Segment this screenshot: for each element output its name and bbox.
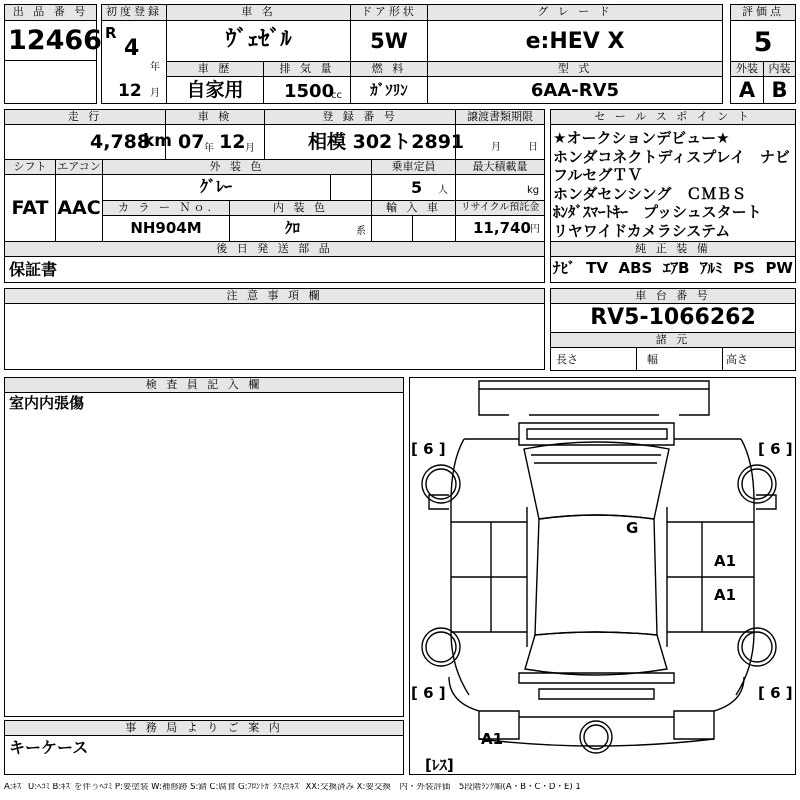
later-parts: 保証書 [9, 260, 58, 279]
inspector-label: 検 査 員 記 入 欄 [4, 377, 404, 393]
transfer-deadline-label: 譲渡書類期限 [455, 109, 545, 125]
registration-month: 12 [118, 81, 142, 101]
inspector-cell [4, 392, 404, 717]
max-load-unit: kg [527, 185, 540, 196]
chassis-label: 車 台 番 号 [550, 288, 796, 304]
import-divider [412, 215, 413, 242]
year-unit: 年 [150, 62, 160, 73]
recycle-unit: 円 [530, 224, 540, 235]
exterior-label: 外装 [730, 61, 764, 77]
mileage-label: 走 行 [4, 109, 166, 125]
equipment-tv: TV [586, 259, 608, 277]
dimensions-label: 諸 元 [550, 332, 796, 348]
exterior-grade: A [738, 78, 756, 102]
first-registration-label: 初度登録 [101, 4, 167, 21]
inspection-label: 車 検 [165, 109, 265, 125]
lot-number-divider [4, 60, 97, 61]
model-code: 6AA-RV5 [530, 80, 620, 101]
import-cell [371, 215, 456, 242]
color-number: NH904M [130, 219, 202, 237]
equipment-pw: PW [765, 259, 793, 277]
legend: A:ｷｽﾞ U:ﾍｺﾐ B:ｷｽﾞを伴うﾍｺﾐ P:要塗装 W:補修跡 S:錆 C:腐食 G:ﾌﾛﾝﾄｶﾞﾗｽ点ｷｽﾞ XX:交換済み X:要交換 内・外装評価 5段階ﾗﾝｸ順(A・B・C・D・E) 1 [4, 783, 581, 792]
history-label: 車 歴 [166, 61, 264, 77]
equipment-navi: ﾅﾋﾞ [553, 259, 576, 277]
interior-label: 内装 [763, 61, 796, 77]
capacity-unit: 人 [438, 185, 448, 196]
displacement-unit: cc [331, 90, 342, 101]
inspection-month-unit: 月 [245, 143, 255, 154]
equipment-alloy: ｱﾙﾐ [699, 259, 723, 277]
notes-cell [4, 303, 545, 370]
vehicle-diagram [409, 377, 796, 775]
selling-point-line: フルセグＴＶ [553, 166, 643, 184]
capacity: 5 [411, 178, 423, 197]
fuel: ｶﾞｿﾘﾝ [370, 81, 408, 99]
damage-mark-windshield: G [626, 519, 639, 537]
color-number-label: カ ラ ー Ｎｏ. [102, 200, 230, 216]
equipment-list [553, 261, 793, 276]
exterior-color: ｸﾞﾚｰ [199, 177, 232, 196]
later-parts-label: 後 日 発 送 部 品 [4, 241, 545, 257]
door-label: ドア形状 [350, 4, 428, 21]
damage-mark-front-right-door: A1 [714, 552, 737, 570]
tire-mark-rear-right: [ 6 ] [758, 684, 793, 702]
import-label: 輸 入 車 [371, 200, 456, 216]
selling-points-list [553, 129, 793, 240]
mileage-unit: km [143, 131, 173, 151]
lot-number-label: 出 品 番 号 [4, 4, 97, 21]
length-label: 長さ [556, 353, 578, 366]
width-label: 幅 [647, 353, 658, 366]
inspector-notes: 室内内張傷 [9, 394, 85, 412]
fuel-label: 燃 料 [350, 61, 428, 77]
damage-mark-rear-right-door: A1 [714, 586, 737, 604]
car-name: ｳﾞｪｾﾞﾙ [225, 27, 292, 52]
mileage: 4,788 [90, 131, 151, 153]
car-name-label: 車 名 [166, 4, 351, 21]
later-parts-cell [4, 256, 545, 283]
month-unit: 月 [150, 88, 160, 99]
era: R [105, 24, 117, 42]
interior-color: ｸﾛ [285, 219, 301, 237]
height-label: 高さ [726, 353, 748, 366]
color-label: 外 装 色 [102, 159, 372, 175]
interior-color-cell [229, 215, 372, 242]
inspection-year: 07 [178, 131, 205, 153]
interior-color-label: 内 装 色 [229, 200, 372, 216]
grade: e:HEV X [525, 29, 625, 54]
recycle-label: リサイクル預託金 [455, 200, 545, 216]
color-divider [330, 174, 331, 201]
selling-point-line: ホンダセンシング ＣＭＢＳ [553, 184, 747, 203]
office-label: 事 務 局 よ り ご 案 内 [4, 720, 404, 736]
recycle-fee: 11,740 [473, 219, 531, 237]
inspection-year-unit: 年 [204, 143, 214, 154]
aircon-label: エアコン [55, 159, 103, 175]
displacement: 1500 [284, 81, 335, 102]
score: 5 [753, 27, 773, 58]
registration-year: 4 [124, 36, 140, 61]
equipment-airbag: ｴｱB [662, 259, 690, 277]
displacement-label: 排 気 量 [263, 61, 351, 77]
history: 自家用 [186, 79, 244, 101]
shift: FAT [11, 197, 49, 219]
shift-label: シフト [4, 159, 56, 175]
inspection-month: 12 [219, 131, 246, 153]
tire-mark-front-left: [ 6 ] [411, 440, 446, 458]
chassis-number: RV5-1066262 [590, 305, 756, 330]
lot-number: 12466 [8, 25, 102, 56]
transfer-day-unit: 日 [528, 142, 538, 153]
selling-point-line: ホンダコネクトディスプレイ ナビ [553, 147, 790, 166]
equipment-ps: PS [733, 259, 755, 277]
interior-color-unit: 系 [356, 226, 366, 237]
model-label: 型 式 [427, 61, 723, 77]
selling-point-line: リヤワイドカメラシステム [553, 221, 731, 240]
interior-grade: B [771, 78, 788, 102]
office-notes: キーケース [9, 738, 89, 757]
equipment-abs: ABS [618, 259, 653, 277]
aircon: AAC [57, 197, 101, 219]
tire-mark-rear-left: [ 6 ] [411, 684, 446, 702]
registration-plate: 相模 302ト2891 [308, 131, 465, 153]
max-load-label: 最大積載量 [455, 159, 545, 175]
score-label: 評価点 [730, 4, 796, 21]
transfer-month-unit: 月 [491, 142, 501, 153]
capacity-label: 乗車定員 [371, 159, 456, 175]
door-type: 5W [370, 29, 408, 53]
selling-points-label: セ ー ル ス ポ イ ン ト [550, 109, 796, 125]
grade-label: グ レ ー ド [427, 4, 723, 21]
notes-label: 注 意 事 項 欄 [4, 288, 545, 304]
damage-mark-rear-left: A1 [481, 730, 504, 748]
spare-tire-mark: [ﾚｽ] [425, 756, 454, 774]
selling-point-line: ﾎﾝﾀﾞｽﾏｰﾄｷｰ プッシュスタート [553, 203, 762, 221]
tire-mark-front-right: [ 6 ] [758, 440, 793, 458]
equipment-label: 純 正 装 備 [550, 241, 796, 257]
plate-label: 登 録 番 号 [264, 109, 456, 125]
selling-point-line: ★オークションデビュー★ [553, 129, 730, 147]
